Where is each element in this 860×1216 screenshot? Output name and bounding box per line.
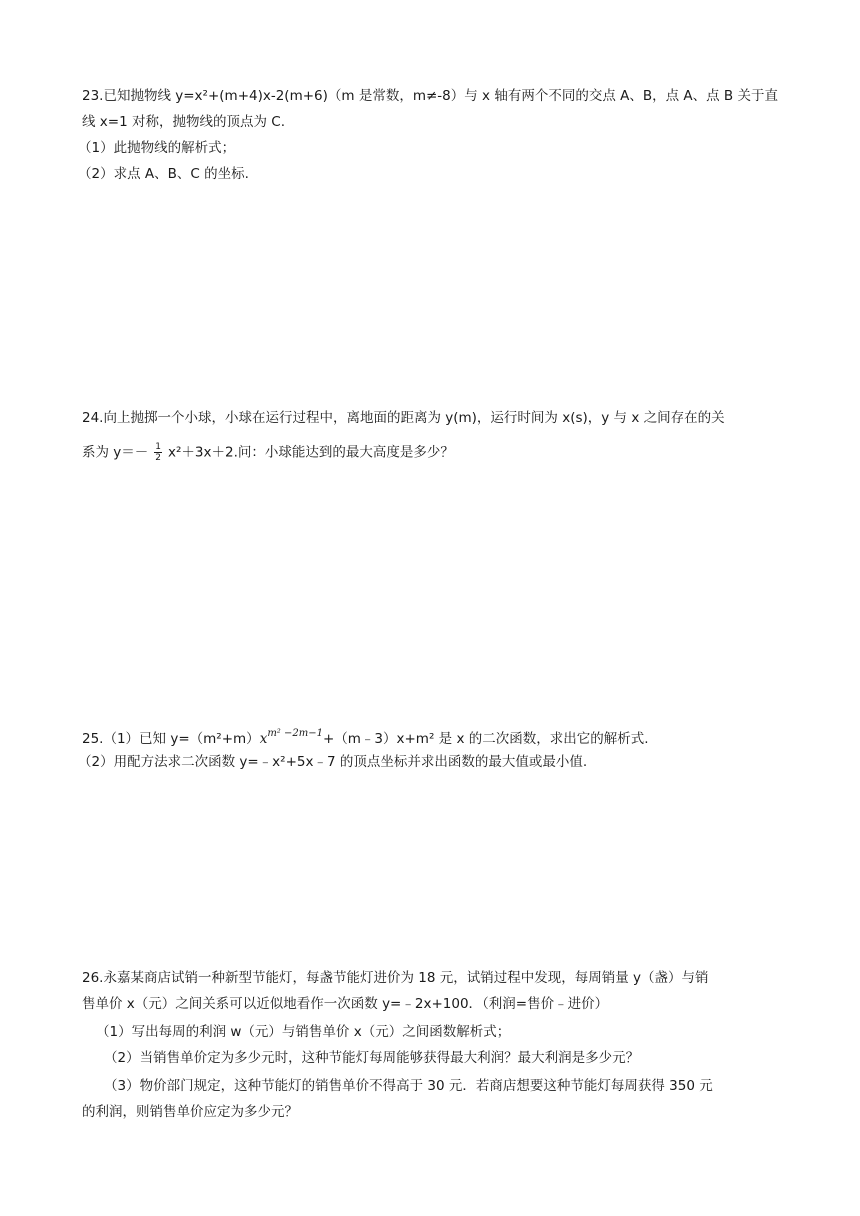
q24-line2-post: x²＋3x＋2.问：小球能达到的最大高度是多少？	[168, 444, 454, 461]
power-base: x	[259, 731, 268, 747]
q25-line1	[82, 724, 649, 749]
q25-part2: （2）用配方法求二次函数 y=﹣x²+5x﹣7 的顶点坐标并求出函数的最大值或最小值.	[78, 754, 588, 770]
q23-line2: 线 x=1 对称，抛物线的顶点为 C.	[82, 114, 285, 130]
q23-line1: 23.已知抛物线 y=x²+(m+4)x-2(m+6)（m 是常数，m≠-8）与 x 轴有两个不同的交点 A、B，点 A、点 B 关于直	[82, 88, 778, 104]
fraction-numerator: 1	[155, 442, 162, 452]
q23-part2: （2）求点 A、B、C 的坐标.	[78, 166, 249, 182]
fraction-denominator: 2	[155, 453, 162, 463]
q26-line2: 售单价 x（元）之间关系可以近似地看作一次函数 y=﹣2x+100．（利润=售价﹣进价）	[82, 996, 609, 1012]
q26-part2: （2）当销售单价定为多少元时，这种节能灯每周能够获得最大利润？最大利润是多少元？	[104, 1050, 640, 1066]
q26-part3: （3）物价部门规定，这种节能灯的销售单价不得高于 30 元．若商店想要这种节能灯每周获得 350 元	[104, 1078, 713, 1094]
q25-line1-post: +（m﹣3）x+m² 是 x 的二次函数，求出它的解析式.	[322, 731, 649, 747]
q26-line1: 26.永嘉某商店试销一种新型节能灯，每盏节能灯进价为 18 元，试销过程中发现，每周销量 y（盏）与销	[82, 970, 709, 986]
power-exponent: m² −2m−1	[267, 728, 323, 739]
one-half-fraction	[154, 442, 162, 463]
q24-line2	[82, 442, 454, 463]
q24-line2-pre: 系为 y＝－	[82, 444, 149, 461]
q26-part3b: 的利润，则销售单价应定为多少元？	[82, 1104, 298, 1120]
q26-part1: （1）写出每周的利润 w（元）与销售单价 x（元）之间函数解析式；	[96, 1024, 511, 1040]
q23-part1: （1）此抛物线的解析式；	[78, 140, 236, 156]
q25-line1-pre: 25.（1）已知 y=（m²+m）	[82, 731, 260, 747]
q24-line1: 24.向上抛掷一个小球，小球在运行过程中，离地面的距离为 y(m)，运行时间为 x(s)，y 与 x 之间存在的关	[82, 410, 725, 426]
